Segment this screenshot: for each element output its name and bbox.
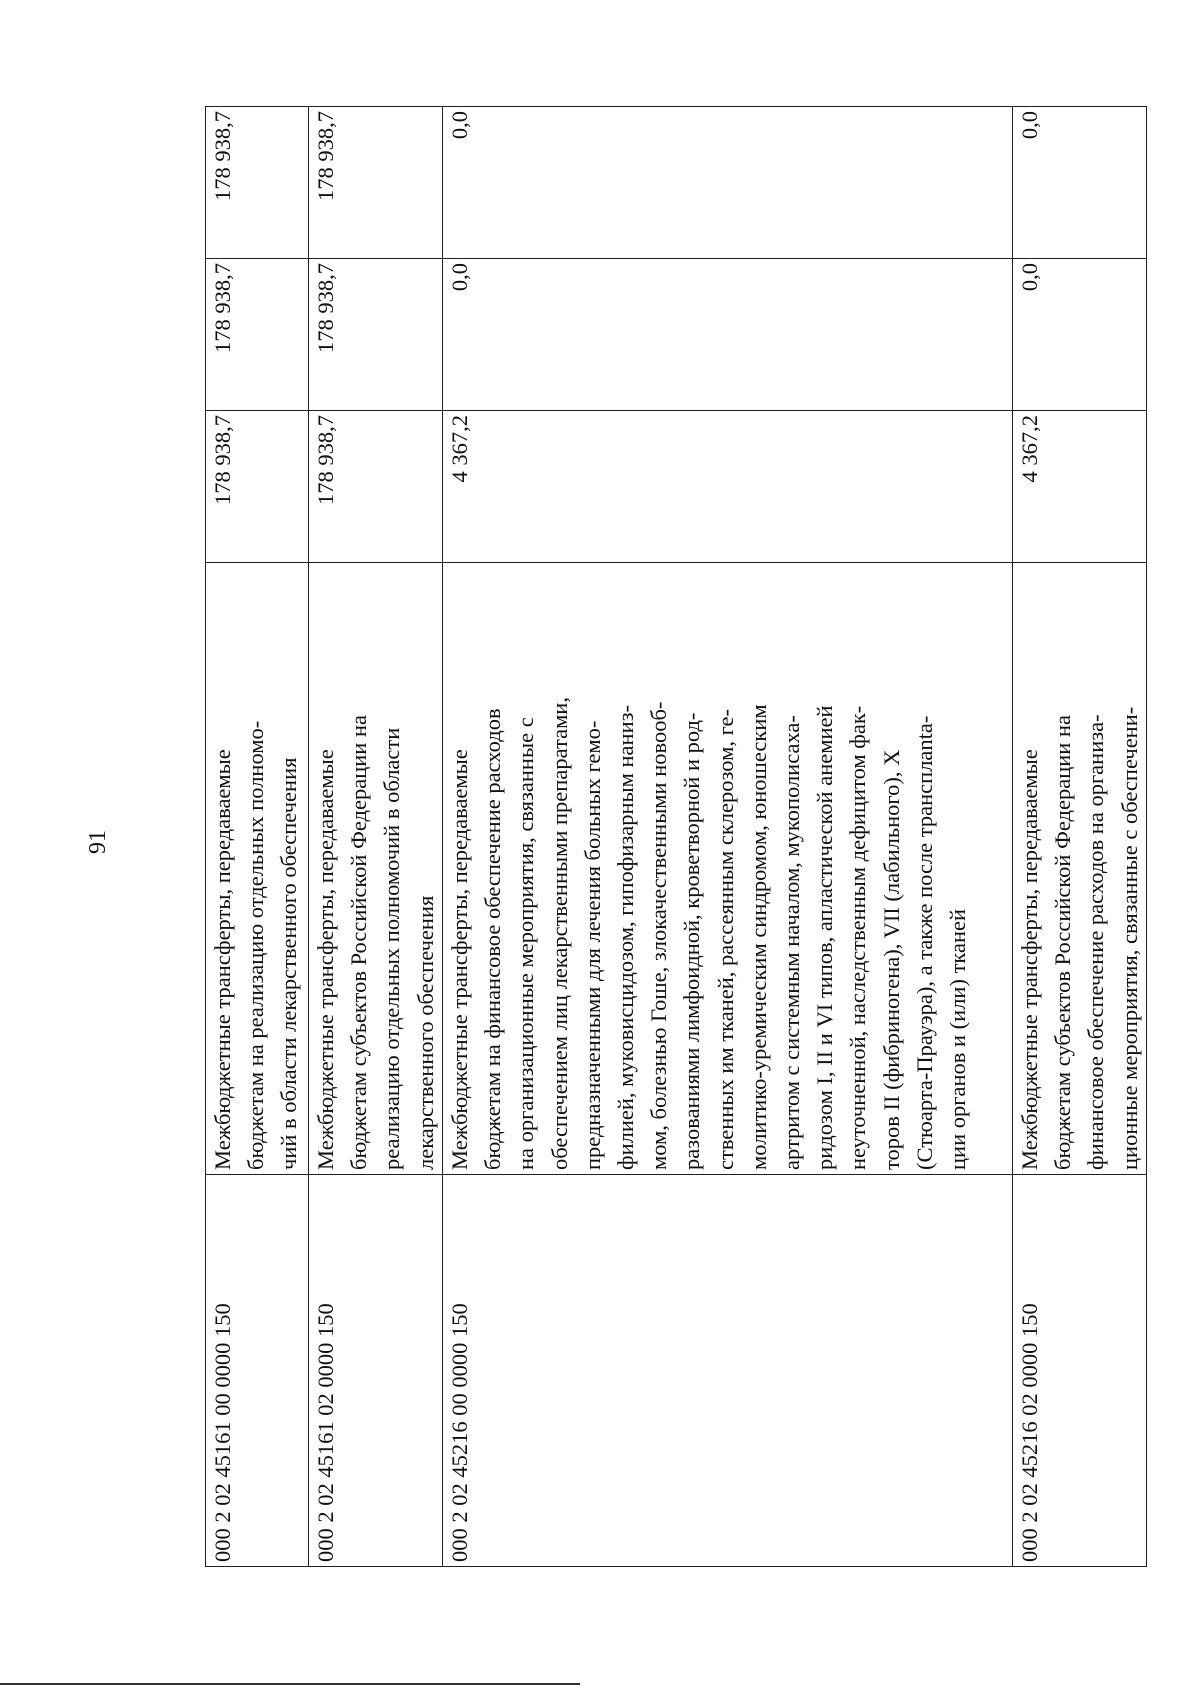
table-row (206, 107, 309, 1567)
amount-cell-3: 0,0 (443, 107, 1013, 259)
description-cell: Межбюджетные трансферты, передаваемые бюджетам на реализацию отдельных полномо- чий в области лекарственного обеспечения (206, 563, 309, 1175)
amount-cell-3: 178 938,7 (309, 107, 443, 259)
page-number: 91 (85, 830, 111, 854)
amount-cell-1: 4 367,2 (1013, 411, 1147, 563)
amount-cell-2: 0,0 (443, 259, 1013, 411)
amount-cell-3: 0,0 (1013, 107, 1147, 259)
rotated-table-frame (205, 107, 1145, 1567)
description-cell: Межбюджетные трансферты, передаваемые бюджетам субъектов Российской Федерации на реализацию отдельных полномочий в области лекарственного обеспечения (309, 563, 443, 1175)
budget-code-cell: 000 2 02 45161 00 0000 150 (206, 1175, 309, 1567)
description-cell: Межбюджетные трансферты, передаваемые бюджетам субъектов Российской Федерации на финансовое обеспечение расходов на организа- ционные мероприятия, связанные с обеспечени- (1013, 563, 1147, 1175)
budget-table-wrapper (205, 107, 1145, 1567)
budget-code-cell: 000 2 02 45216 02 0000 150 (1013, 1175, 1147, 1567)
table-row (443, 107, 1013, 1567)
amount-cell-3: 178 938,7 (206, 107, 309, 259)
budget-table (205, 106, 1147, 1567)
amount-cell-1: 178 938,7 (309, 411, 443, 563)
description-cell: Межбюджетные трансферты, передаваемые бюджетам на финансовое обеспечение расходов на организационные мероприятия, связанные с обеспечением лиц лекарственными препаратами, предназначенными для лечения больных гемо- филией, муковисцидозом, гипофизарным наниз- мом, болезнью Гоше, злокачественными новооб- разованиями лимфоидной, кроветворной и род- ственных им тканей, рассеянным склерозом, ге- молитико-уремическим синдромом, юношеским артритом с системным началом, мукополисаха- ридозом I, II и VI типов, апластической анемией неуточненной, наследственным дефицитом фак- торов II (фибриногена), VII (лабильного), X (Стюарта-Прауэра), а также после трансплanta- ции органов и (или) тканей (443, 563, 1013, 1175)
amount-cell-2: 178 938,7 (309, 259, 443, 411)
budget-code-cell: 000 2 02 45216 00 0000 150 (443, 1175, 1013, 1567)
amount-cell-1: 178 938,7 (206, 411, 309, 563)
table-row (309, 107, 443, 1567)
amount-cell-2: 178 938,7 (206, 259, 309, 411)
amount-cell-1: 4 367,2 (443, 411, 1013, 563)
table-row (1013, 107, 1147, 1567)
amount-cell-2: 0,0 (1013, 259, 1147, 411)
scan-edge-line (0, 1683, 580, 1685)
budget-code-cell: 000 2 02 45161 02 0000 150 (309, 1175, 443, 1567)
